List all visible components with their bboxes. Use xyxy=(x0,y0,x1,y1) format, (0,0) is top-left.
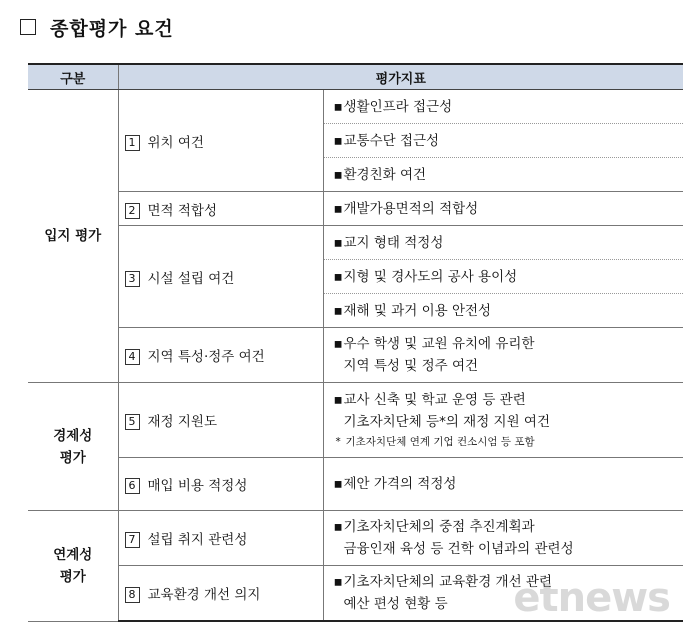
indicator-text: 재해 및 과거 이용 안전성 xyxy=(343,302,492,319)
criterion-number: 8 xyxy=(125,587,140,603)
indicator-cell xyxy=(323,511,683,566)
footnote-mark: * xyxy=(335,436,341,448)
indicator-text: 교사 신축 및 학교 운영 등 관련 xyxy=(343,392,526,408)
indicator-text: 지형 및 경사도의 공사 용이성 xyxy=(343,268,518,285)
bullet-icon: ▪ xyxy=(333,200,343,217)
bullet-icon: ▪ xyxy=(333,98,343,115)
criterion-3 xyxy=(118,226,323,328)
criterion-label: 위치 여건 xyxy=(147,134,204,151)
indicator-text: 기초자치단체의 중점 추진계획과 xyxy=(343,519,535,535)
criterion-label: 교육환경 개선 의지 xyxy=(147,587,261,603)
bullet-icon: ▪ xyxy=(333,166,343,183)
indicator-text: 예산 편성 현황 등 xyxy=(343,596,448,612)
criterion-1 xyxy=(118,90,323,192)
indicator-text: 기초자치단체의 교육환경 개선 관련 xyxy=(343,574,552,590)
indicator-cell xyxy=(323,90,683,192)
criterion-label: 시설 설립 여건 xyxy=(147,270,235,287)
criterion-2 xyxy=(118,192,323,226)
table-row xyxy=(28,383,683,458)
indicator-text: 지역 특성 및 정주 여건 xyxy=(343,358,479,374)
table-row xyxy=(28,458,683,511)
criterion-4 xyxy=(118,328,323,383)
indicator-text: 교지 형태 적정성 xyxy=(343,234,444,251)
group-linkage xyxy=(28,511,118,622)
footnote-text: 기초자치단체 연계 기업 컨소시엄 등 포함 xyxy=(345,436,535,448)
group-label-line: 평가 xyxy=(59,449,86,466)
criterion-label: 매입 비용 적정성 xyxy=(147,478,248,494)
criterion-label: 지역 특성·정주 여건 xyxy=(147,349,265,365)
bullet-icon: ▪ xyxy=(333,476,343,492)
bullet-icon: ▪ xyxy=(333,392,343,408)
criterion-8 xyxy=(118,566,323,622)
indicator-cell xyxy=(323,192,683,226)
criterion-number: 6 xyxy=(125,478,140,494)
title-text: 종합평가 요건 xyxy=(50,17,174,40)
criterion-6 xyxy=(118,458,323,511)
criterion-number: 4 xyxy=(125,349,140,365)
criterion-number: 5 xyxy=(125,414,140,430)
indicator-cell xyxy=(323,383,683,458)
criterion-number: 1 xyxy=(125,135,140,151)
group-location: 입지 평가 xyxy=(28,90,118,383)
header-group: 구분 xyxy=(28,64,118,90)
group-economic xyxy=(28,383,118,511)
watermark-logo xyxy=(513,575,670,621)
bullet-icon: ▪ xyxy=(333,132,343,149)
indicator-text: 우수 학생 및 교원 유치에 유리한 xyxy=(343,336,535,352)
group-label-line: 경제성 xyxy=(53,427,93,444)
criterion-number: 3 xyxy=(125,271,140,287)
bullet-icon: ▪ xyxy=(333,336,343,352)
criterion-label: 면적 적합성 xyxy=(147,202,217,219)
checkbox-square-icon xyxy=(20,19,36,35)
bullet-icon: ▪ xyxy=(333,302,343,319)
page-title xyxy=(20,12,174,42)
indicator-text: 개발가용면적의 적합성 xyxy=(343,200,479,217)
criterion-7 xyxy=(118,511,323,566)
criterion-number: 2 xyxy=(125,203,140,219)
indicator-text: 생활인프라 접근성 xyxy=(343,98,453,115)
evaluation-table xyxy=(28,63,683,622)
bullet-icon: ▪ xyxy=(333,519,343,535)
table-row xyxy=(28,511,683,566)
table-row xyxy=(28,90,683,192)
indicator-text: 환경친화 여건 xyxy=(343,166,427,183)
indicator-text: 교통수단 접근성 xyxy=(343,132,440,149)
table-row xyxy=(28,226,683,328)
indicator-text: 제안 가격의 적정성 xyxy=(343,476,457,492)
indicator-text: 금융인재 육성 등 건학 이념과의 관련성 xyxy=(343,541,574,557)
indicator-cell xyxy=(323,458,683,511)
watermark-text: etnews xyxy=(513,575,670,621)
criterion-5 xyxy=(118,383,323,458)
table-row xyxy=(28,328,683,383)
group-label-line: 평가 xyxy=(59,568,86,585)
bullet-icon: ▪ xyxy=(333,574,343,590)
group-label-line: 연계성 xyxy=(53,546,93,563)
criterion-label: 설립 취지 관련성 xyxy=(147,532,248,548)
table-row xyxy=(28,192,683,226)
indicator-cell xyxy=(323,328,683,383)
criterion-label: 재정 지원도 xyxy=(147,414,217,430)
bullet-icon: ▪ xyxy=(333,234,343,251)
bullet-icon: ▪ xyxy=(333,268,343,285)
indicator-text: 기초자치단체 등*의 재정 지원 여건 xyxy=(343,414,550,430)
criterion-number: 7 xyxy=(125,532,140,548)
header-indicator: 평가지표 xyxy=(118,64,683,90)
indicator-cell xyxy=(323,226,683,328)
